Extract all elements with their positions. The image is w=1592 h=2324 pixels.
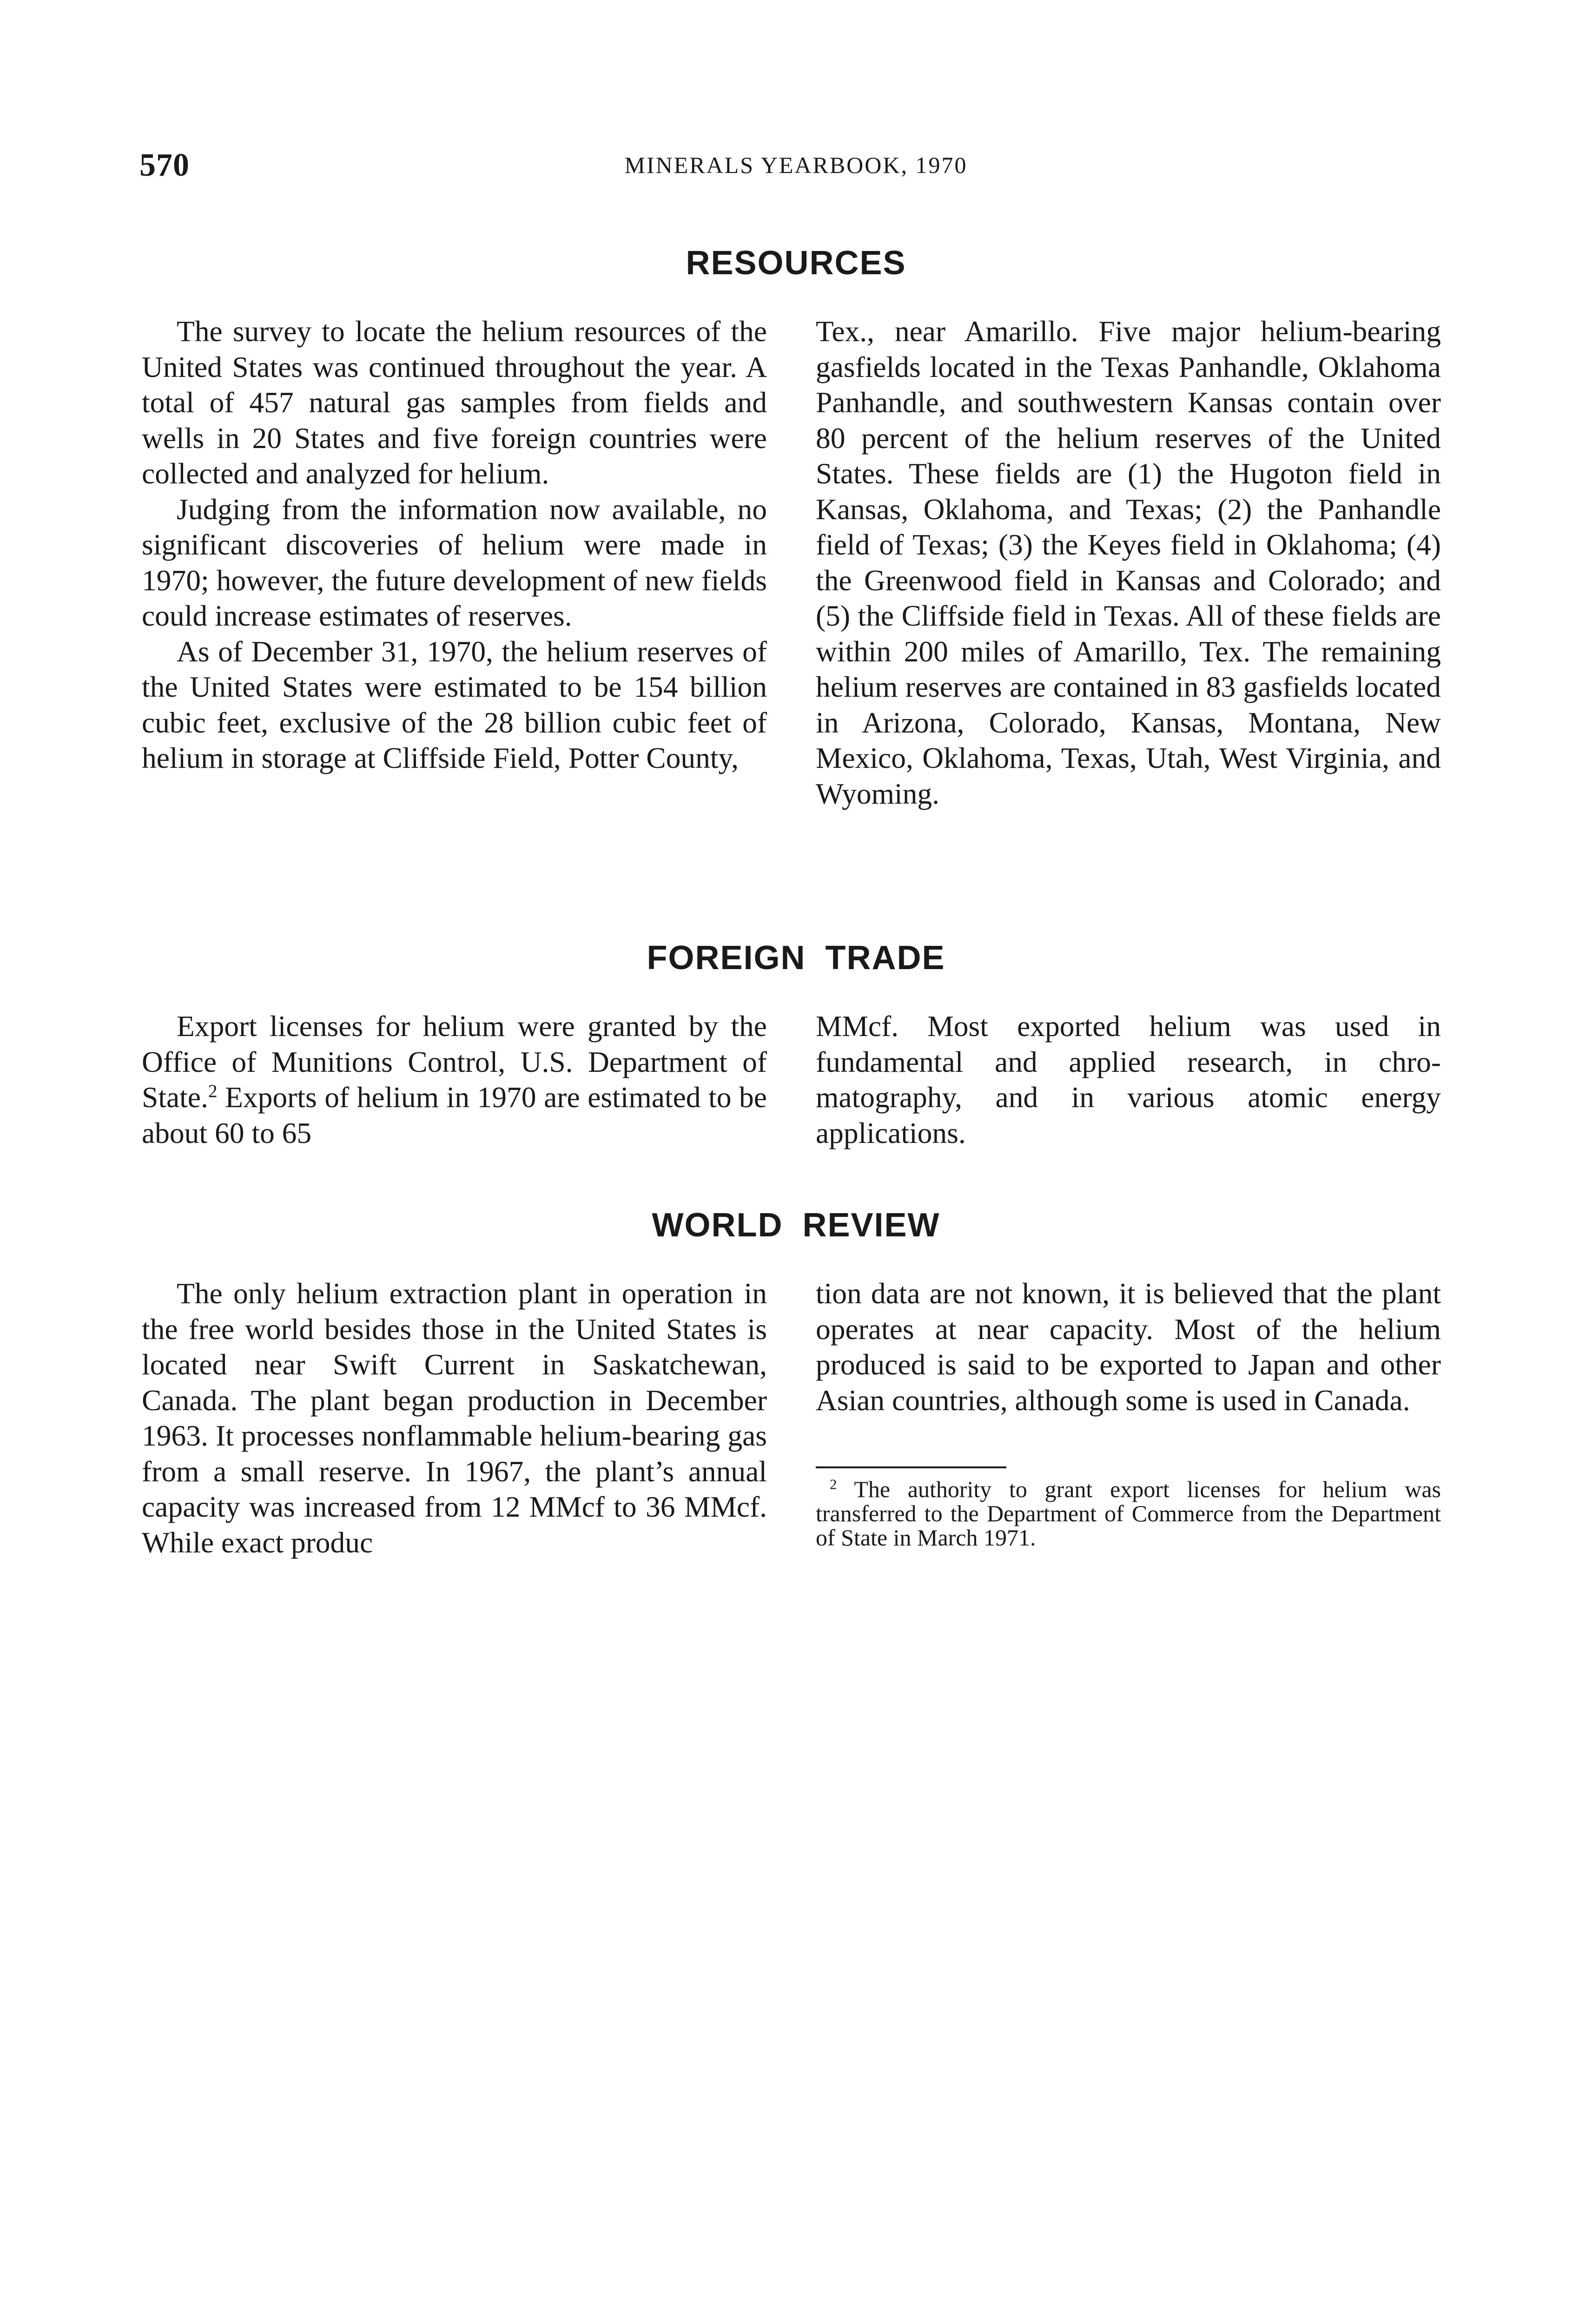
paragraph-text: Exports of helium in 1970 are estimated to be about 60 to 65	[142, 1081, 767, 1149]
paragraph: As of December 31, 1970, the helium reserves of the United States were estimated to be 154 billion cubic feet, exclusive of the 28 billion cubic feet of helium in storage at Cliffside Field, Potter County,	[142, 634, 767, 774]
section-heading-world-review: WORLD REVIEW	[652, 1207, 940, 1244]
foreign-trade-left-column	[142, 1009, 767, 1151]
section-heading-resources: RESOURCES	[686, 244, 906, 282]
paragraph: The survey to locate the helium resources of the United States was continued throughout the year. A total of 457 natural gas samples from fields and wells in 20 States and five foreign countries were collected and analyzed for helium.	[142, 315, 767, 490]
resources-left-column	[142, 314, 767, 776]
footnote-divider	[816, 1466, 1006, 1468]
paragraph: Judging from the information now available, no significant discoveries of helium were made in 1970; however, the future development of new fields could increase estimates of reserves.	[142, 492, 767, 632]
world-review-left-column	[142, 1276, 767, 1560]
footnote-marker: 2	[830, 1476, 837, 1492]
footnote	[816, 1477, 1441, 1550]
paragraph: MMcf. Most exported helium was used in fundamental and applied research, in chromatography, and in various atomic energy applications.	[816, 1010, 1441, 1149]
running-title: MINERALS YEARBOOK, 1970	[624, 152, 968, 178]
world-review-right-column	[816, 1276, 1441, 1418]
paragraph: The only helium extraction plant in operation in the free world besides those in the United States is located near Swift Current in Saskatchewan, Canada. The plant began production in December 1963. It processes nonflammable helium-bearing gas from a small reserve. In 1967, the plant’s annual capacity was increased from 12 MMcf to 36 MMcf. While exact produc	[142, 1277, 767, 1559]
section-heading-foreign-trade: FOREIGN TRADE	[647, 939, 945, 977]
paragraph: tion data are not known, it is believed that the plant operates at near capacity. Most of the helium produced is said to be exported to Japan and other Asian countries, although some is used in Canada.	[816, 1277, 1441, 1417]
paragraph-text: Export licenses for helium were granted by the Office of Munitions Control, U.S. Department of State.	[142, 1010, 767, 1114]
foreign-trade-right-column	[816, 1009, 1441, 1151]
footnote-reference: 2	[208, 1080, 218, 1101]
resources-right-column	[816, 314, 1441, 812]
paragraph: Tex., near Amarillo. Five major helium-bearing gasfields located in the Texas Panhandle, Oklahoma Panhandle, and southwestern Kansas contain over 80 percent of the helium reserves of the United States. These fields are (1) the Hugoton field in Kansas, Oklahoma, and Texas; (2) the Panhandle field of Texas; (3) the Keyes field in Oklahoma; (4) the Greenwood field in Kansas and Colorado; and (5) the Cliffside field in Texas. All of these fields are within 200 miles of Amarillo, Tex. The remaining helium reserves are contained in 83 gasfields located in Arizona, Colorado, Kansas, Montana, New Mexico, Oklahoma, Texas, Utah, West Virginia, and Wyoming.	[816, 315, 1441, 810]
footnote-text: The authority to grant export licenses for helium was transferred to the Department of Commerce from the Department of State in March 1971.	[816, 1476, 1441, 1551]
page-number: 570	[139, 147, 190, 183]
paragraph	[142, 1009, 767, 1151]
